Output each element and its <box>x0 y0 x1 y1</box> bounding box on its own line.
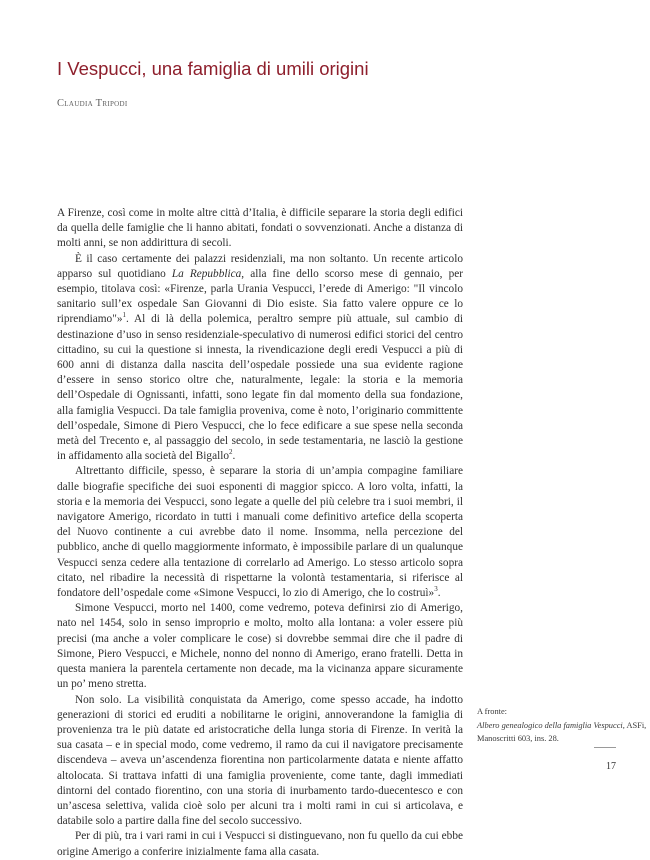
text-run: . <box>437 587 441 600</box>
body-paragraph <box>57 464 463 601</box>
footnote-ref: 1 <box>122 311 126 320</box>
footnote-ref: 2 <box>229 448 233 457</box>
text-run: Non solo. La visibilità conquistata da Amerigo, come spesso accade, ha indotto generazioni di storici ed eruditi a nobilitarne le origini, annoverandone la famiglia di provenienza tra le più datate ed aristocratiche della lunga storia di Firenze. In verità la sua casata – e in special modo, come vedremo, il ramo da cui il navigatore precisamente discendeva – aveva un’ascendenza fiorentina non particolarmente datata e niente affatto altolocata. Si trattava infatti di una famiglia proveniente, come tante, dagli immediati dintorni del contado fiorentino, con una storia di inurbamento tardo-duecentesco e con un’ascesa selettiva, valida cioè solo per alcuni tra i molti rami in cui si articolava, e databile solo a partire dalla fine del secolo successivo. <box>57 693 463 828</box>
body-paragraph <box>57 252 463 465</box>
caption-source: , ASFi, <box>622 720 647 730</box>
article-author: Claudia Tripodi <box>57 98 128 109</box>
text-run: Altrettanto difficile, spesso, è separare la storia di un’ampia compagine familiare dalle biografie specifiche dei suoi esponenti di maggior spicco. A loro volta, infatti, la storia e la memoria dei Vespucci, sono legate a quelle del più celebre tra i suoi membri, il navigatore Amerigo, ricordato in tutti i manuali come definitivo artefice della scoperta del Nuovo continente a cui avrebbe dato il nome. Insomma, nella percezione del pubblico, anche di quello maggiormente informato, è impossibile parlare di un qualunque Vespucci senza cedere alla tentazione di correlarlo ad Amerigo. Lo stesso articolo sopra citato, nel ribadire la necessità di rispettarne la volontà testamentaria, si riferisce al fondatore dell’ospedale come «Simone Vespucci, lo zio di Amerigo, che lo costruì» <box>57 465 463 600</box>
caption-label: A fronte: <box>477 707 508 716</box>
folio-rule <box>594 747 616 748</box>
text-run: Simone Vespucci, morto nel 1400, come vedremo, poteva definirsi zio di Amerigo, nato nel 1454, solo in senso improprio e molto, molto alla lontana: a voler essere più precisi (ma anche a voler complicare le cose) si dovrebbe semmai dire che il padre di Simone, Piero Vespucci, e Michele, nonno del nonno di Amerigo, erano fratelli. Detta in questa maniera la parentela certamente non decade, ma la vicinanza appare sicuramente un po’ meno stretta. <box>57 602 463 691</box>
article-title: I Vespucci, una famiglia di umili origini <box>57 58 369 79</box>
text-run: A Firenze, così come in molte altre città d’Italia, è difficile separare la storia degli edifici da quella delle famiglie che li hanno abitati, fondati o sovvenzionati. Anche a distanza di molti anni, se non addirittura di secoli. <box>57 207 463 250</box>
body-paragraph <box>57 601 463 692</box>
footnote-ref: 3 <box>434 585 438 594</box>
caption-reference: Manoscritti 603, ins. 28. <box>477 734 559 743</box>
text-run: . <box>232 450 236 463</box>
italic-run: La Repubblica <box>171 267 242 280</box>
body-paragraph <box>57 693 463 830</box>
body-paragraph <box>57 829 463 859</box>
figure-caption <box>477 705 647 746</box>
body-paragraph <box>57 206 463 252</box>
text-run: È il caso certamente dei palazzi residenziali, ma non soltanto. Un recente articolo apparso sul quotidiano <box>57 252 463 280</box>
page-number: 17 <box>606 761 616 772</box>
text-run: . Al di là della polemica, peraltro sempre più attuale, sul cambio di destinazione d’uso in senso residenziale-speculativo di numerosi edifici storici del centro cittadino, su cui la questione si innesta, la rivendicazione degli eredi Vespucci a più di 600 anni di distanza dalla nascita dell’ospedale possiede una sua evidente ragione d’essere in senso storico oltre che, naturalmente, legale: la storia e la memoria dell’Ospedale di Ognissanti, infatti, sono legate fin dal momento della sua fondazione, alla famiglia Vespucci. Da tale famiglia proveniva, come è noto, l’originario committente dell’ospedale, Simone di Piero Vespucci, che lo fece edificare a sue spese nella seconda metà del Trecento e, al passaggio del secolo, in sede testamentaria, ne lasciò la gestione in affidamento alla società del Bigallo <box>57 313 463 463</box>
text-run: , alla fine dello scorso mese di gennaio, per esempio, titolava così: «Firenze, parla Urania Vespucci, l’erede di Amerigo: "Il vincolo sanitario sull’ex ospedale San Giovanni di Dio esiste. Sia fatto valere oppure ce lo riprendiamo"» <box>57 267 463 326</box>
text-run: Per di più, tra i vari rami in cui i Vespucci si distinguevano, non fu quello da cui ebbe origine Amerigo a conferire inizialmente fama alla casata. <box>57 830 463 858</box>
article-body <box>57 206 463 860</box>
caption-title: Albero genealogico della famiglia Vespucci <box>477 720 623 730</box>
caption-title-line <box>477 719 647 733</box>
